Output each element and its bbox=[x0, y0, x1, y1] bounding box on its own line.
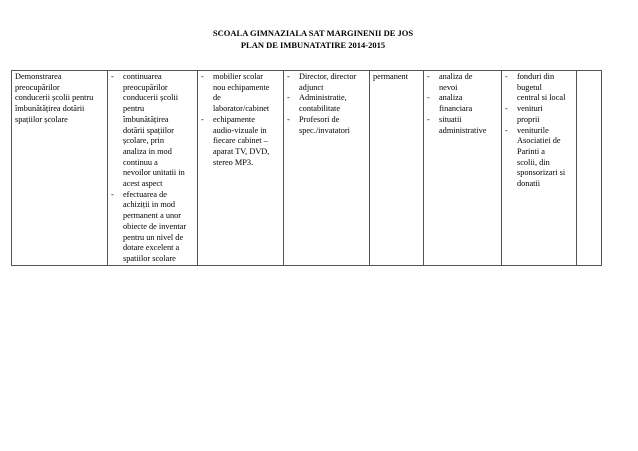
responsible-cell bbox=[284, 71, 370, 266]
list-item: - mobilier scolar nou echipamente de laborator/cabinet bbox=[200, 72, 281, 115]
school-name: SCOALA GIMNAZIALA SAT MARGINENII DE JOS bbox=[212, 28, 414, 38]
indicators-cell bbox=[424, 71, 502, 266]
list-item: - venituri proprii bbox=[504, 104, 574, 125]
list-item: - continuarea preocupărilor conducerii școlii pentru îmbunătățirea dotării spațiilor școlare, prin analiza in mod continuu a nevoilor unitatii in acest aspect bbox=[110, 72, 195, 190]
improvement-plan-table bbox=[11, 70, 602, 266]
list-item: - Administratie, contabilitate bbox=[286, 93, 367, 114]
table-row bbox=[12, 71, 602, 266]
list-item: - veniturile Asociatiei de Parinti a scolii, din sponsorizari si donatii bbox=[504, 126, 574, 190]
funding-cell bbox=[502, 71, 577, 266]
list-item: - echipamente audio-vizuale in fiecare cabinet – aparat TV, DVD, stereo MP3. bbox=[200, 115, 281, 169]
term-cell bbox=[370, 71, 424, 266]
list-item: - fonduri din bugetul central si local bbox=[504, 72, 574, 104]
document-header bbox=[0, 27, 638, 51]
empty-cell bbox=[577, 71, 602, 266]
resources-cell bbox=[198, 71, 284, 266]
list-item: - analiza financiara bbox=[426, 93, 499, 114]
list-item: - analiza de nevoi bbox=[426, 72, 499, 93]
term-text: permanent bbox=[373, 72, 409, 81]
list-item: - Profesori de spec./invatatori bbox=[286, 115, 367, 136]
actions-cell bbox=[108, 71, 198, 266]
list-item: - situatii administrative bbox=[426, 115, 499, 136]
list-item: - efectuarea de achiziții in mod permanent a unor obiecte de inventar pentru un nivel de dotare excelent a spatiilor scolare bbox=[110, 190, 195, 265]
objective-cell bbox=[12, 71, 108, 266]
objective-text: Demonstrarea preocupărilor conducerii școlii pentru îmbunătățirea dotării spațiilor școlare bbox=[15, 72, 94, 124]
plan-title: PLAN DE IMBUNATATIRE 2014-2015 bbox=[240, 40, 386, 50]
list-item: - Director, director adjunct bbox=[286, 72, 367, 93]
